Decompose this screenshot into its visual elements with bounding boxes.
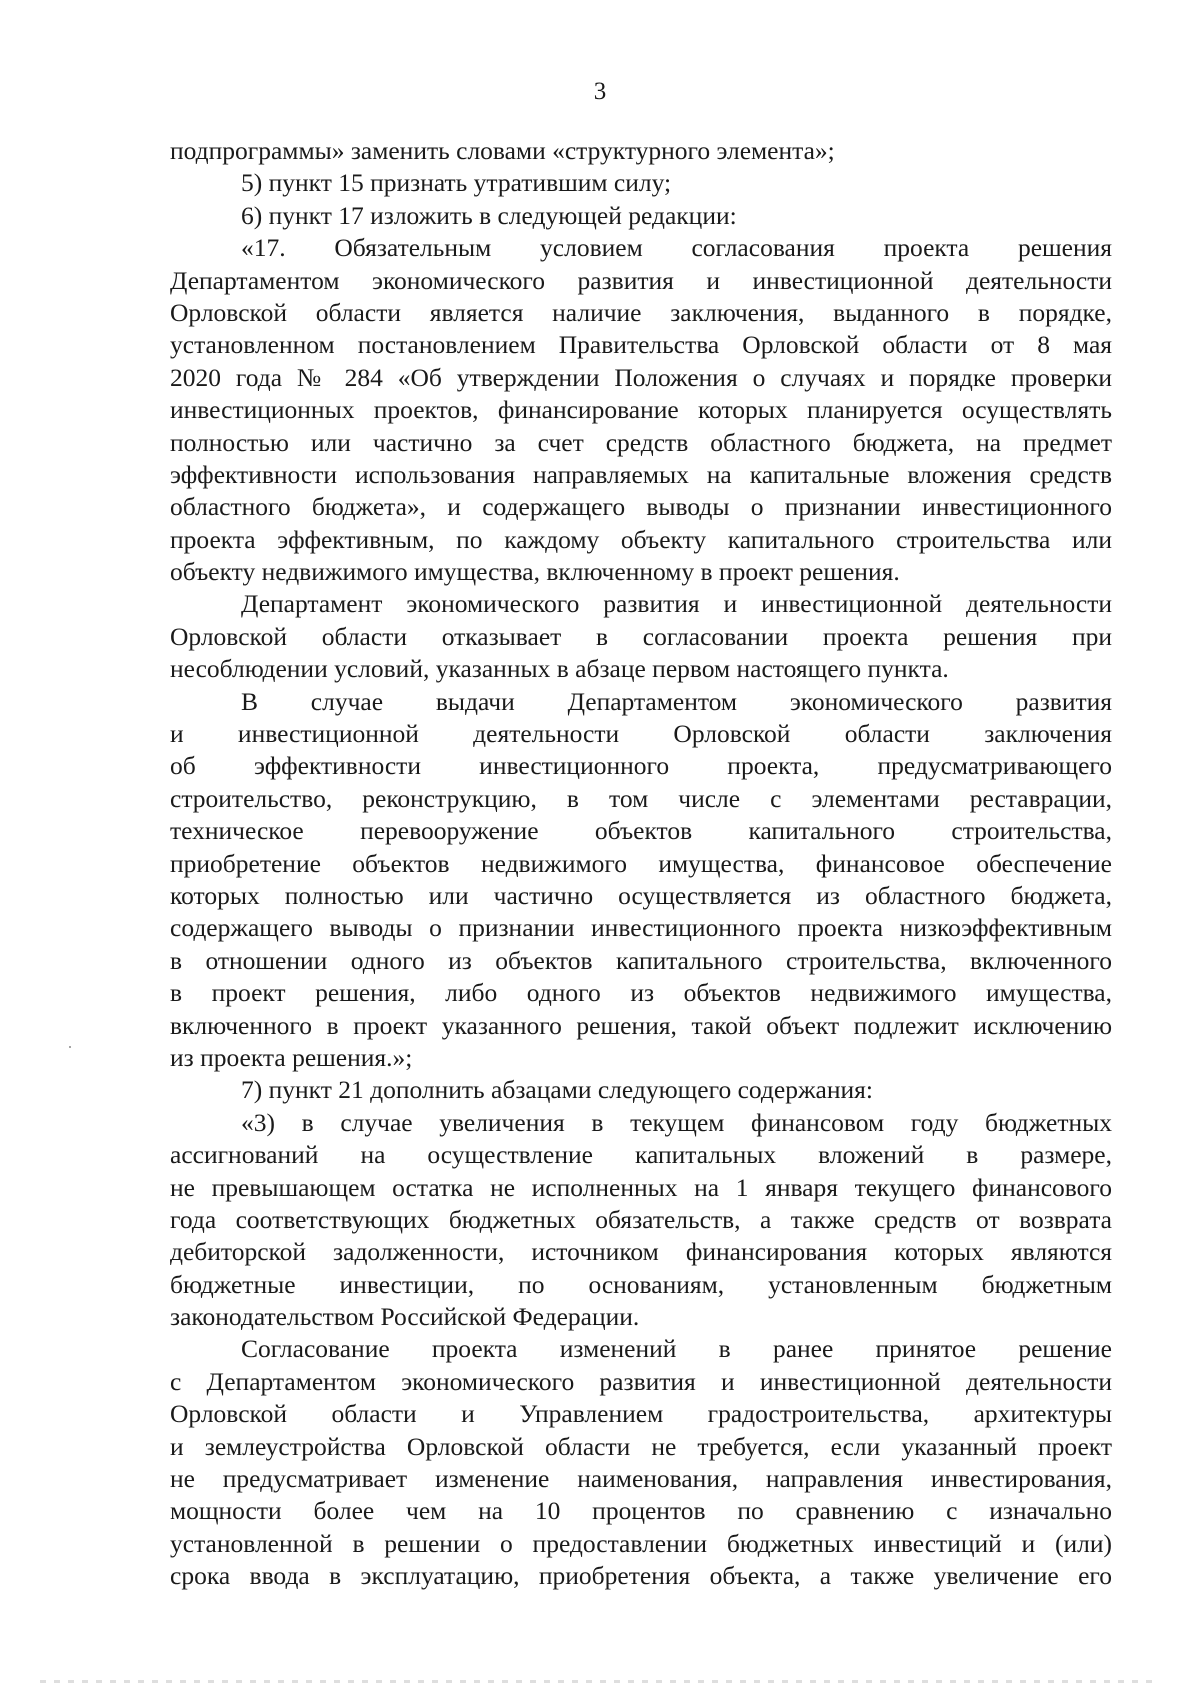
text-line: и землеустройства Орловской области не требуется, если указанный проект (170, 1431, 1112, 1461)
text-line: установленном постановлением Правительства Орловской области от 8 мая (170, 330, 1112, 360)
text-line: из проекта решения.»; (170, 1042, 413, 1072)
text-line: приобретение объектов недвижимого имущества, финансовое обеспечение (170, 848, 1112, 878)
text-line: не предусматривает изменение наименования, направления инвестирования, (170, 1464, 1112, 1494)
text-line: Орловской области и Управлением градостроительства, архитектуры (170, 1399, 1112, 1429)
text-line: ассигнований на осуществление капитальных вложений в размере, (170, 1140, 1112, 1170)
text-line: года соответствующих бюджетных обязательств, а также средств от возврата (170, 1204, 1112, 1234)
text-line: 5) пункт 15 признать утратившим силу; (241, 168, 672, 198)
text-line: в отношении одного из объектов капитального строительства, включенного (170, 945, 1112, 975)
text-line: «3) в случае увеличения в текущем финансовом году бюджетных (241, 1107, 1112, 1137)
text-line: «17. Обязательным условием согласования проекта решения (241, 233, 1112, 263)
scan-artifact (69, 1046, 71, 1048)
text-line: установленной в решении о предоставлении бюджетных инвестиций и (или) (170, 1528, 1112, 1558)
text-line: строительство, реконструкцию, в том числе с элементами реставрации, (170, 783, 1112, 813)
document-body (170, 135, 1112, 1593)
text-line: областного бюджета», и содержащего выводы о признании инвестиционного (170, 492, 1112, 522)
text-line: 7) пункт 21 дополнить абзацами следующего содержания: (241, 1075, 873, 1105)
text-line: 6) пункт 17 изложить в следующей редакции: (241, 200, 737, 230)
text-line: законодательством Российской Федерации. (170, 1302, 640, 1332)
text-line: инвестиционных проектов, финансирование которых планируется осуществлять (170, 395, 1112, 425)
text-line: не превышающем остатка не исполненных на 1 января текущего финансового (170, 1172, 1112, 1202)
text-line: дебиторской задолженности, источником финансирования которых являются (170, 1237, 1112, 1267)
text-line: полностью или частично за счет средств областного бюджета, на предмет (170, 427, 1112, 457)
text-line: Департамент экономического развития и инвестиционной деятельности (241, 589, 1112, 619)
text-line: и инвестиционной деятельности Орловской области заключения (170, 719, 1112, 749)
text-line: бюджетные инвестиции, по основаниям, установленным бюджетным (170, 1269, 1112, 1299)
text-line: техническое перевооружение объектов капитального строительства, (170, 816, 1112, 846)
text-line: содержащего выводы о признании инвестиционного проекта низкоэффективным (170, 913, 1112, 943)
text-line: В случае выдачи Департаментом экономического развития (241, 686, 1112, 716)
text-line: которых полностью или частично осуществляется из областного бюджета, (170, 880, 1112, 910)
text-line: в проект решения, либо одного из объектов недвижимого имущества, (170, 978, 1112, 1008)
text-line: мощности более чем на 10 процентов по сравнению с изначально (170, 1496, 1112, 1526)
text-line: эффективности использования направляемых на капитальные вложения средств (170, 459, 1112, 489)
text-line: 2020 года № 284 «Об утверждении Положения о случаях и порядке проверки (170, 362, 1112, 392)
text-line: включенного в проект указанного решения, такой объект подлежит исключению (170, 1010, 1112, 1040)
text-line: несоблюдении условий, указанных в абзаце первом настоящего пункта. (170, 654, 949, 684)
text-line: с Департаментом экономического развития и инвестиционной деятельности (170, 1366, 1112, 1396)
page-number: 3 (593, 78, 607, 105)
text-line: Орловской области является наличие заключения, выданного в порядке, (170, 297, 1112, 327)
text-line: Департаментом экономического развития и инвестиционной деятельности (170, 265, 1112, 295)
text-line: об эффективности инвестиционного проекта, предусматривающего (170, 751, 1112, 781)
text-line: срока ввода в эксплуатацию, приобретения объекта, а также увеличение его (170, 1561, 1112, 1591)
text-line: подпрограммы» заменить словами «структурного элемента»; (170, 136, 835, 165)
scan-edge-artifact (40, 1680, 1160, 1683)
text-line: Орловской области отказывает в согласовании проекта решения при (170, 621, 1112, 651)
text-line: объекту недвижимого имущества, включенному в проект решения. (170, 557, 900, 587)
text-line: Согласование проекта изменений в ранее принятое решение (241, 1334, 1112, 1364)
text-line: проекта эффективным, по каждому объекту капитального строительства или (170, 524, 1112, 554)
